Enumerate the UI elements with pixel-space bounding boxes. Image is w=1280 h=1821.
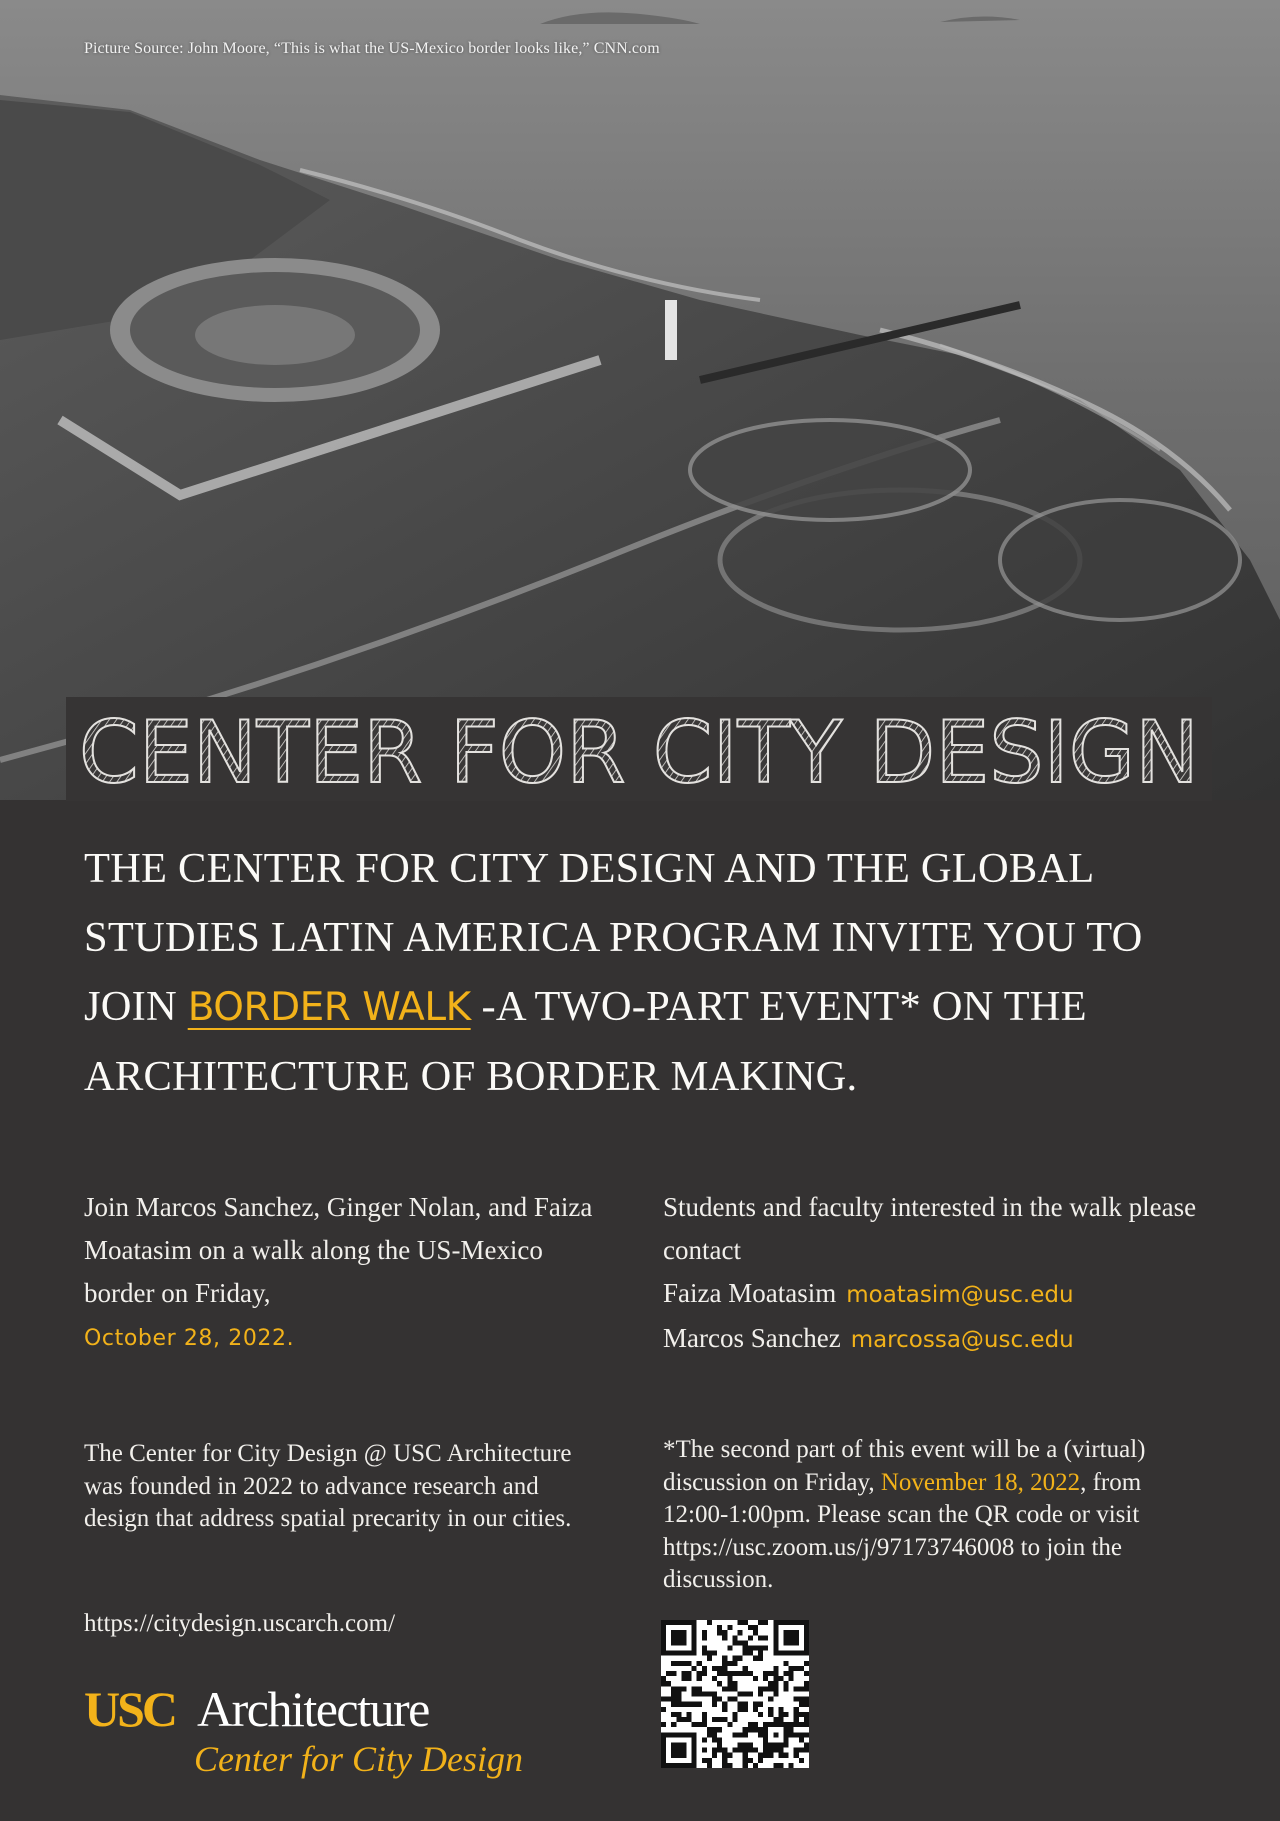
second-part-text-start: *The second part of this event will be a (virtual) discussion on Friday, — [663, 1436, 1146, 1496]
headline — [84, 834, 1214, 1111]
contact-name: Marcos Sanchez — [663, 1323, 841, 1353]
qr-code-graphic — [661, 1620, 809, 1768]
aerial-photo — [0, 0, 1280, 800]
contact-intro: Students and faculty interested in the walk please contact — [663, 1192, 1197, 1265]
second-part-date: November 18, 2022 — [880, 1468, 1081, 1496]
page-title: CENTER FOR CITY DESIGN — [79, 703, 1199, 801]
headline-text-end: -A TWO-PART EVENT* ON THE ARCHITECTURE OF BORDER MAKING. — [84, 983, 1087, 1100]
contact-email-link[interactable]: moatasim@usc.edu — [846, 1282, 1074, 1308]
walk-description: Join Marcos Sanchez, Ginger Nolan, and Faiza Moatasim on a walk along the US-Mexico border on Friday, — [84, 1192, 593, 1308]
center-about: The Center for City Design @ USC Architecture was founded in 2022 to advance research and design that address spatial precarity in our cities. — [84, 1440, 572, 1532]
second-part-text-end: , from 12:00-1:00pm. Please scan the QR code or visit https://usc.zoom.us/j/97173746008 to join the discussion. — [663, 1468, 1142, 1593]
walk-date: October 28, 2022. — [84, 1326, 295, 1351]
second-part-note — [663, 1434, 1163, 1597]
usc-architecture-logo — [84, 1680, 564, 1790]
logo-center-name: Center for City Design — [194, 1739, 523, 1779]
contact-name: Faiza Moatasim — [663, 1278, 837, 1308]
aerial-photo-graphic — [0, 0, 1280, 800]
contact-email-link[interactable]: marcossa@usc.edu — [850, 1327, 1074, 1353]
event-name-link[interactable]: BORDER WALK — [187, 985, 471, 1030]
title-band — [66, 697, 1212, 801]
logo-usc: USC — [84, 1681, 176, 1737]
contact-row — [663, 1272, 1243, 1317]
contact-block — [663, 1186, 1243, 1362]
contact-row — [663, 1317, 1243, 1362]
center-url-link[interactable]: https://citydesign.uscarch.com/ — [84, 1610, 396, 1637]
walk-details — [84, 1186, 604, 1360]
qr-code[interactable] — [661, 1620, 809, 1768]
logo-architecture: Architecture — [197, 1681, 429, 1737]
photo-credit: Picture Source: John Moore, “This is what the US-Mexico border looks like,” CNN.com — [84, 40, 660, 57]
headline-text-start: THE CENTER FOR CITY DESIGN AND THE GLOBAL STUDIES LATIN AMERICA PROGRAM INVITE YOU TO JOIN — [84, 845, 1143, 1030]
page-title-graphic — [66, 697, 1212, 801]
